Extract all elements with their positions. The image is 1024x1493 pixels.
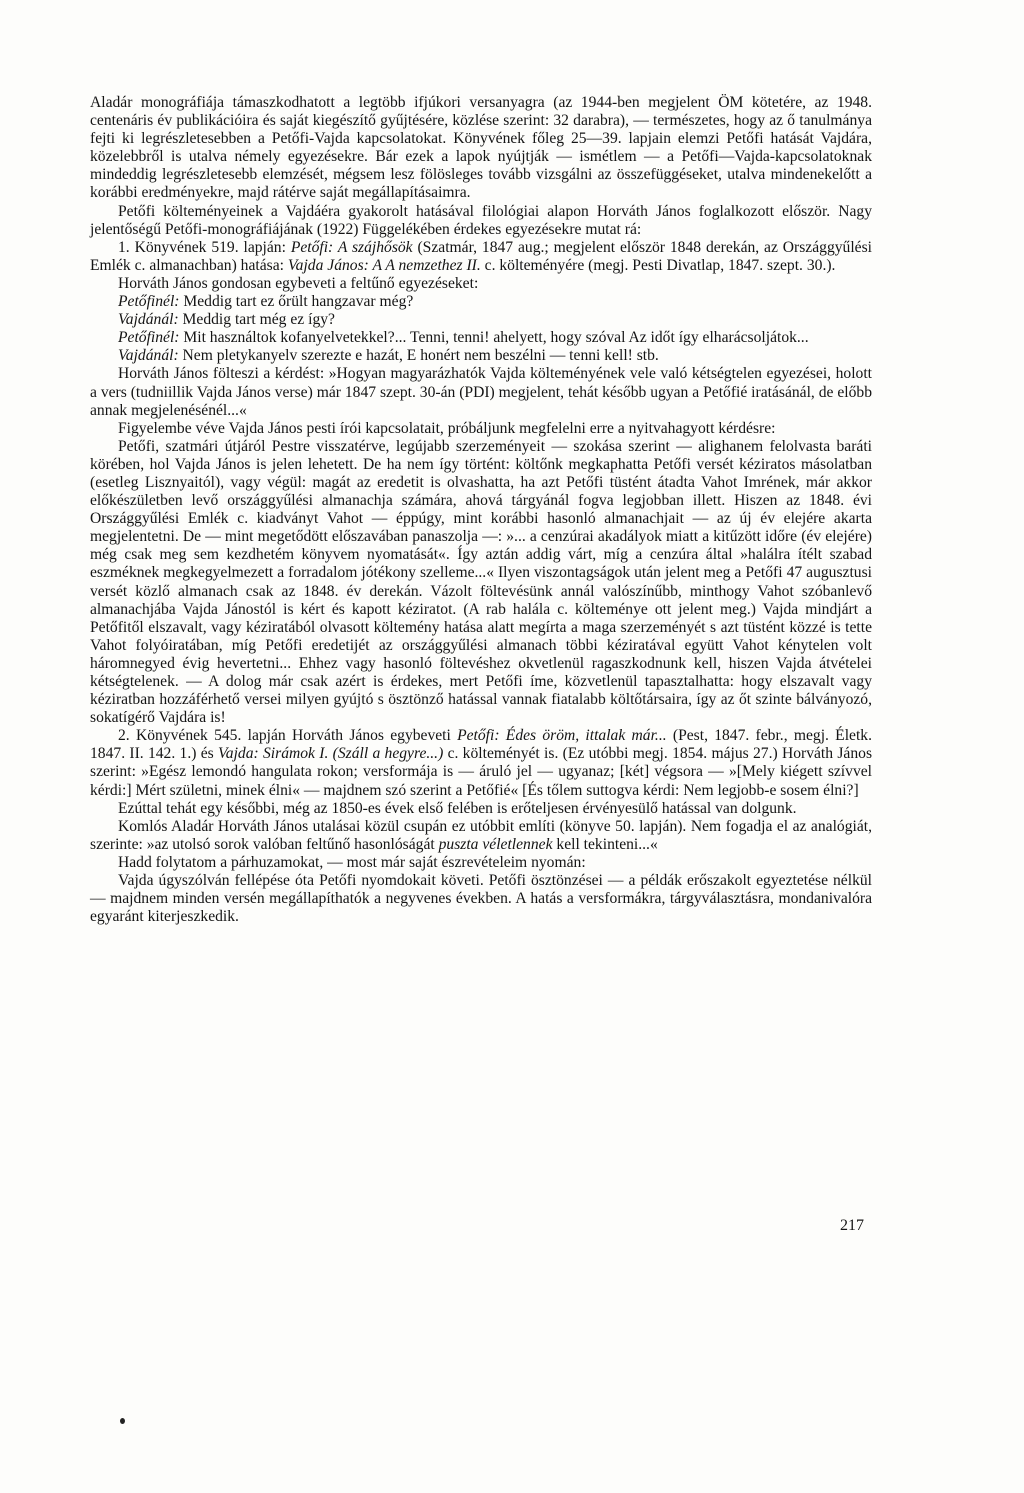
italic-text: Vajda János: A A nemzethez II.	[287, 256, 481, 274]
italic-text: Petőfinél:	[118, 329, 180, 347]
text-segment: c. költeményére (megj. Pesti Divatlap, 1847. szept. 30.).	[480, 256, 836, 274]
paragraph	[90, 872, 872, 926]
italic-text: Petőfi: Édes öröm, ittalak már...	[457, 727, 667, 745]
text-segment: Nem pletykanyelv szerezte e hazát, E honért nem beszélni — tenni kell! stb.	[178, 347, 659, 365]
text-segment: Meddig tart még ez így?	[178, 311, 335, 329]
text-segment: Horváth János fölteszi a kérdést: »Hogyan magyarázhatók Vajda költeményének vele való kétségtelen egyezései, holott a vers (tudniillik Vajda János verse) már 1847 szept. 30-án (PDI) megjelent, tehát később ugyan a Petőfié iratásánál, de előbb annak megjelenésénél...«	[90, 365, 872, 419]
scan-speck	[120, 1418, 125, 1424]
text-segment: Komlós Aladár Horváth János utalásai közül csupán ez utóbbit említi (könyve 50. lapján). Nem fogadja el az analógiát, szerinte: »az utolsó sorok valóban feltűnő hasonlóságát	[90, 817, 872, 853]
paragraph	[90, 438, 872, 728]
text-segment: Vajda úgyszólván fellépése óta Petőfi nyomdokait követi. Petőfi ösztönzései — a példák erőszakolt egyeztetése nélkül — majdnem minden versén megállapíthatók a negyvenes években. A hatás a versformákra, tárgyválasztásra, mondanivalóra egyaránt kiterjeszkedik.	[90, 872, 872, 926]
text-segment: Mit használtok kofanyelvetekkel?... Tenni, tenni! ahelyett, hogy szóval Az időt így elharácsoljátok...	[179, 329, 809, 347]
body-text	[90, 94, 872, 926]
paragraph	[90, 818, 872, 854]
text-segment: Petőfi, szatmári útjáról Pestre visszatérve, legújabb szerzeményeit — szokása szerint — alighanem felolvasta baráti körében, hol Vajda János is jelen lehetett. De ha nem így történt: költőnk megkaphatta Petőfi versét kéziratos másolatban (esetleg Lisznyaitól), vagy végül: magát az eredetit is olvashatta, ha azt Petőfi tüstént átadta Vahot Imrének, már akkor előkészületben levő országgyűlési almanachja számára, ahová tárgyánál fogva legjobban illett. Hiszen az 1848. évi Országgyűlési Emlék c. kiadványt Vahot — éppúgy, mint korábbi hasonló almanachjait — az új év elejére akarta megjelentetni. De — mint megetődött előszavában panaszolja —: »... a cenzúrai akadályok miatt a kitűzött időre (év elejére) még csak meg sem kezdhetém könyvem nyomatását«. Így aztán addig várt, míg a cenzúra által »halálra ítélt szabad eszméknek megkegyelmezett a forradalom jótékony szelleme...« Ilyen viszontagságok után jelent meg a Petőfi 47 augusztusi versét közlő almanach csak az 1848. év derekán. Vázolt föltevésünk annál valószínűbb, minthogy Vahot szóbanlevő almanachjába Vajda Jánostól is kért és kapott kéziratot. (A rab halála c. költeménye ott jelent meg.) Vajda mindjárt a Petőfitől elszavalt, vagy kéziratából olvasott költemény hatása alatt megírta a maga szerzeményét s azt tüstént közzé is tette Vahot folyóiratában, míg Petőfi eredetijét az országgyűlési almanach többi kéziratával együtt Vahot kénytelen volt háromnegyed évig hevertetni... Ehhez vagy hasonló föltevéshez okvetlenül ragaszkodnunk kell, hiszen Vajda átvételei kétségtelenek. — A dolog már csak azért is érdekes, mert Petőfi íme, közvetlenül tapasztalhatta: hogy elszavalt vagy kéziratban hozzáférhető versei milyen gyújtó s ösztönző hatással vannak fiatalabb költőtársaira, így az őt szinte bálványozó, sokatígérő Vajdára is!	[90, 437, 872, 727]
italic-text: Vajdánál:	[118, 347, 179, 365]
paragraph	[90, 94, 872, 203]
paragraph	[90, 239, 872, 275]
paragraph	[90, 854, 872, 872]
italic-text: puszta véletlennek	[438, 835, 553, 853]
text-segment: (Szatmár, 1847 aug.; megjelent először 1848 derekán, az Országgyűlési Emlék c. almanachban) hatása:	[90, 238, 872, 274]
italic-text: Vajdánál:	[118, 311, 179, 329]
italic-text: Vajda: Sirámok I. (Száll a hegyre...)	[218, 745, 444, 763]
text-segment: c. költeményét is. (Ez utóbbi megj. 1854. május 27.) Horváth János szerint: »Egész lemondó hangulata rokon; versformája is — áruló jel — ugyanaz; [két] végsora — »[Mely kiégett szívvel kérdi:] Mért születni, minek élni« — majdnem szó szerint a Petőfié« [És tőlem suttogva kérdi: Nem legjobb-e sosem élni?]	[90, 745, 873, 799]
text-segment: 2. Könyvének 545. lapján Horváth János egybeveti	[118, 727, 458, 745]
paragraph	[90, 311, 872, 329]
page-number: 217	[840, 1217, 864, 1234]
paragraph	[90, 420, 872, 438]
text-segment: kell tekinteni...«	[552, 835, 658, 853]
paragraph	[90, 727, 872, 799]
text-segment: Hadd folytatom a párhuzamokat, — most már saját észrevételeim nyomán:	[118, 853, 586, 871]
paragraph	[90, 329, 872, 347]
paragraph	[90, 293, 872, 311]
text-segment: Ezúttal tehát egy későbbi, még az 1850-es évek első felében is erőteljesen érvényesülő hatással van dolgunk.	[118, 799, 797, 817]
text-segment: Figyelembe véve Vajda János pesti írói kapcsolatait, próbáljunk megfelelni erre a nyitvahagyott kérdésre:	[118, 419, 776, 437]
text-segment: Aladár monográfiája támaszkodhatott a legtöbb ifjúkori versanyagra (az 1944-ben megjelent ÖM kötetére, az 1948. centenáris év publikációira és saját kiegészítő gyűjtésére, közlése szerint: 32 darabra), — természetes, hogy az ő tanulmánya fejti ki legrészletesebben a Petőfi-Vajda kapcsolatokat. Könyvének főleg 25—39. lapjain elemzi Petőfi hatását Vajdára, közelebbről is utalva némely egyezésekre. Bár ezek a lapok nyújtják — ismétlem — a Petőfi—Vajda-kapcsolatoknak mindeddig legrészletesebb elemzését, mégsem lesz fölösleges tovább vizsgálni az összefüggéseket, utalva mindenekelőtt a korábbi eredményekre, majd rátérve saját megállapításaimra.	[90, 94, 872, 202]
text-segment: (Pest, 1847. febr., megj. Életk. 1847. II. 142. 1.) és	[90, 727, 872, 763]
paragraph	[90, 203, 872, 239]
text-segment: Horváth János gondosan egybeveti a feltűnő egyezéseket:	[118, 274, 479, 292]
paragraph	[90, 347, 872, 365]
italic-text: Petőfi: A szájhősök	[290, 238, 413, 256]
text-segment: Petőfi költeményeinek a Vajdáéra gyakorolt hatásával filológiai alapon Horváth János foglalkozott először. Nagy jelentőségű Petőfi-monográfiájának (1922) Függelékében érdekes egyezésekre mutat rá:	[90, 202, 872, 238]
text-segment: 1. Könyvének 519. lapján:	[118, 238, 291, 256]
paragraph	[90, 275, 872, 293]
paragraph	[90, 365, 872, 419]
text-segment: Meddig tart ez őrült hangzavar még?	[179, 293, 414, 311]
paragraph	[90, 800, 872, 818]
italic-text: Petőfinél:	[118, 293, 180, 311]
